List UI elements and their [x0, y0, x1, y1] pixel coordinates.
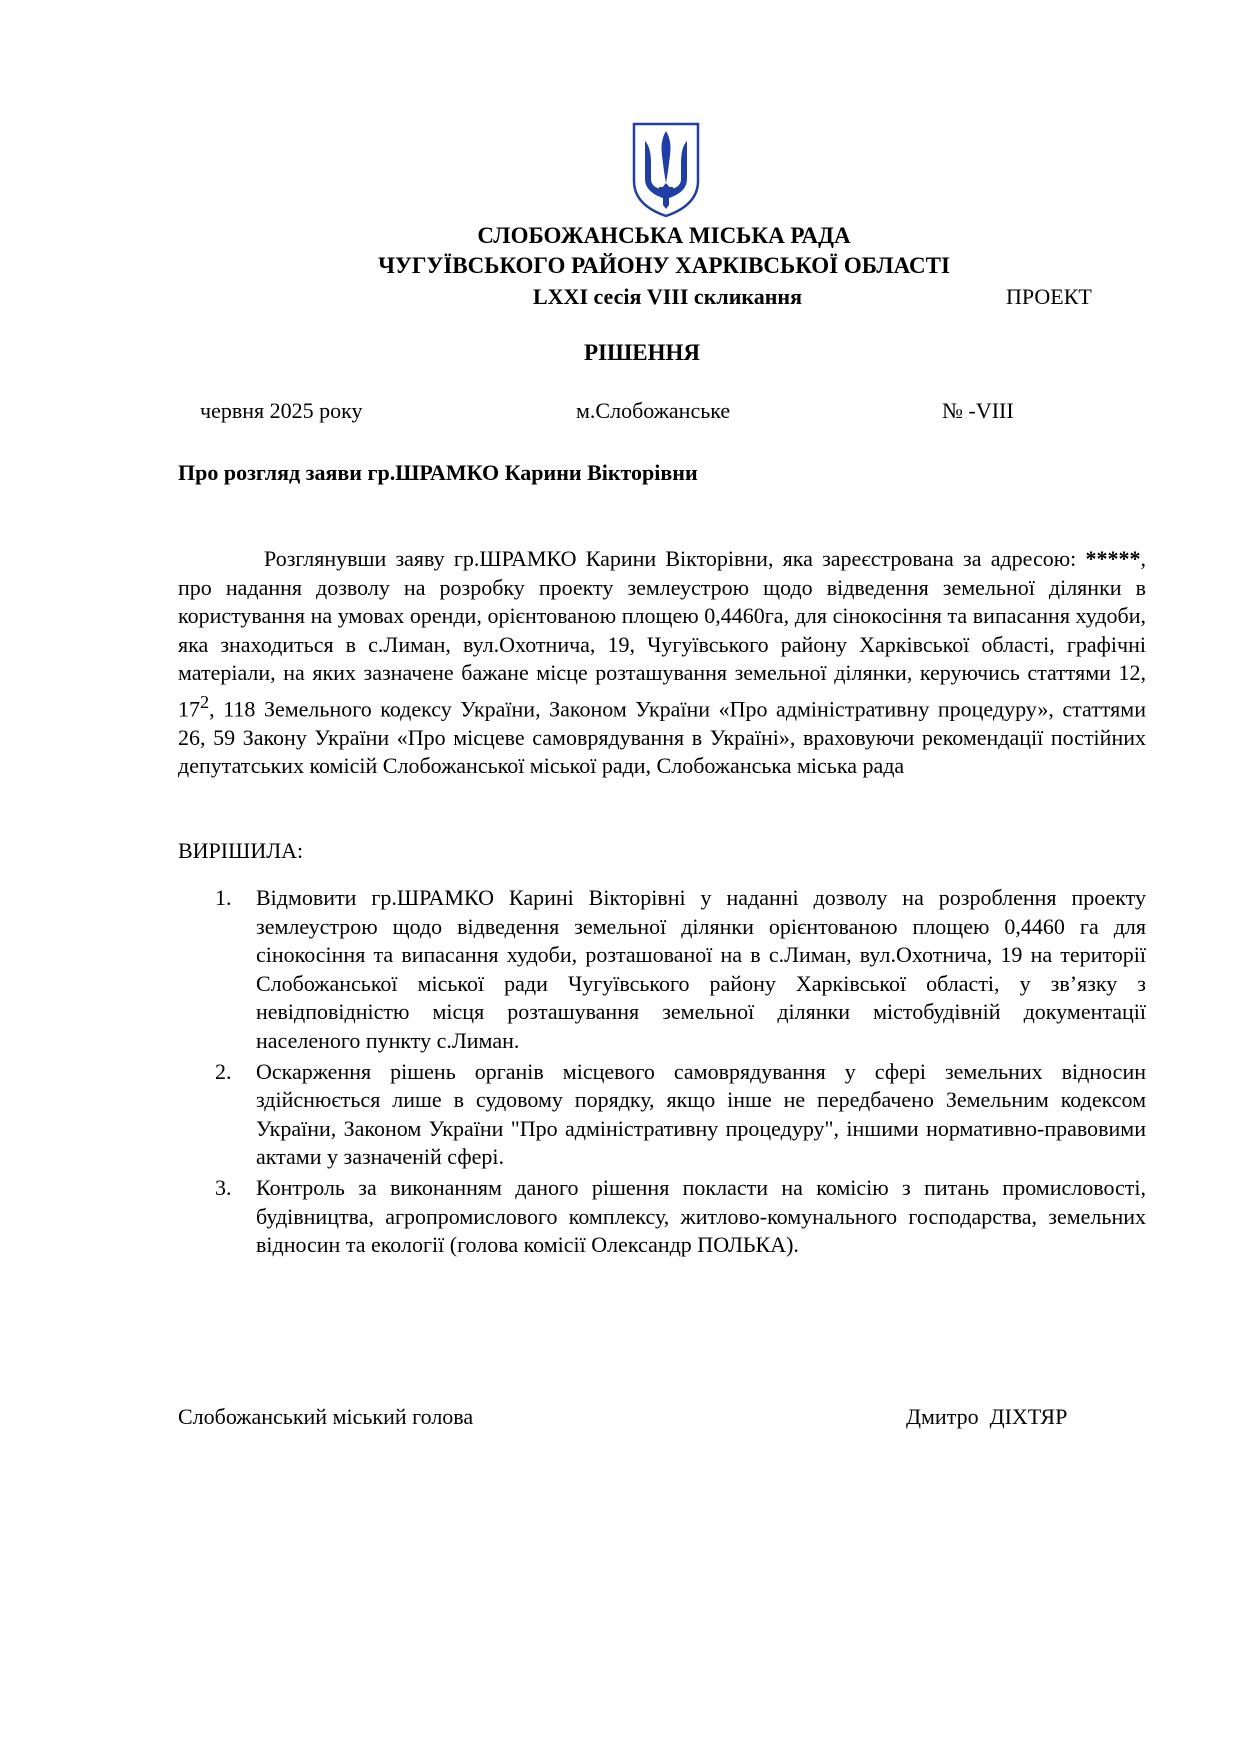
decision-item [178, 1174, 1146, 1260]
decision-item [178, 884, 1146, 1056]
preamble-text-1: Розглянувши заяву гр.ШРАМКО Карини Вікторівни, яка зареєстрована за адресою: [264, 546, 1086, 571]
preamble-text-3: , 118 Земельного кодексу України, Законом України «Про адміністративну процедуру», статтями 26, 59 Закону України «Про місцеве самоврядування в Україні», враховуючи рекомендації постійних депутатських комісій Слобожанської міської ради, Слобожанська міська рада [178, 696, 1146, 779]
session-label: LXXI сесія VIII скликання [533, 284, 802, 309]
document-date: червня 2025 року [200, 398, 363, 423]
masked-address: ***** [1085, 546, 1141, 571]
decided-heading: ВИРІШИЛА: [178, 838, 304, 863]
trident-icon [631, 121, 701, 219]
article-superscript: 2 [200, 691, 210, 712]
decision-items [178, 884, 1146, 1262]
decision-item [178, 1058, 1146, 1172]
item-number: 2. [215, 1058, 232, 1084]
item-number: 3. [215, 1174, 232, 1200]
item-text: Оскарження рішень органів місцевого самоврядування у сфері земельних відносин здійснюється лише в судовому порядку, якщо інше не передбачено Земельним кодексом України, Законом України "Про адміністративну процедуру", іншими нормативно-правовими актами у зазначеній сфері. [256, 1058, 1146, 1170]
preamble-text-2: , про надання дозволу на розробку проекту землеустрою щодо відведення земельної ділянки в користування на умовах оренди, орієнтованою площею 0,4460га, для сінокосіння та випасання худоби, яка знаходиться в с.Лиман, вул.Охотнича, 19, Чугуївського району Харківської області, графічні матеріали, на яких зазначене бажане місце розташування земельної ділянки, керуючись статтями 12, 17 [178, 546, 1146, 722]
item-text: Контроль за виконанням даного рішення покласти на комісію з питань промисловості, будівництва, агропромислового комплексу, житлово-комунального господарства, земельних відносин та екології (голова комісії Олександр ПОЛЬКА). [256, 1174, 1146, 1258]
project-mark: ПРОЕКТ [1006, 284, 1092, 309]
item-number: 1. [215, 885, 232, 910]
district-name: ЧУГУЇВСЬКОГО РАЙОНУ ХАРКІВСЬКОЇ ОБЛАСТІ [378, 253, 950, 278]
preamble-paragraph [178, 545, 1146, 781]
document-city: м.Слобожанське [576, 398, 731, 423]
document-type: РІШЕННЯ [584, 340, 700, 365]
document-number: № -VIII [942, 398, 1014, 423]
council-name: СЛОБОЖАНСЬКА МІСЬКА РАДА [477, 223, 851, 248]
document-subject: Про розгляд заяви гр.ШРАМКО Карини Вікторівни [178, 460, 698, 485]
signatory-position: Слобожанський міський голова [178, 1404, 474, 1429]
signatory-name: Дмитро ДІХТЯР [906, 1404, 1068, 1429]
item-text: Відмовити гр.ШРАМКО Карині Вікторівні у наданні дозволу на розроблення проекту землеустрою щодо відведення земельної ділянки орієнтованою площею 0,4460 га для сінокосіння та випасання худоби, розташованої на в с.Лиман, вул.Охотнича, 19 на території Слобожанської міської ради Чугуївського району Харківської області, у зв’язку з невідповідністю місця розташування земельної ділянки містобудівній документації населеного пункту с.Лиман. [256, 885, 1146, 1053]
